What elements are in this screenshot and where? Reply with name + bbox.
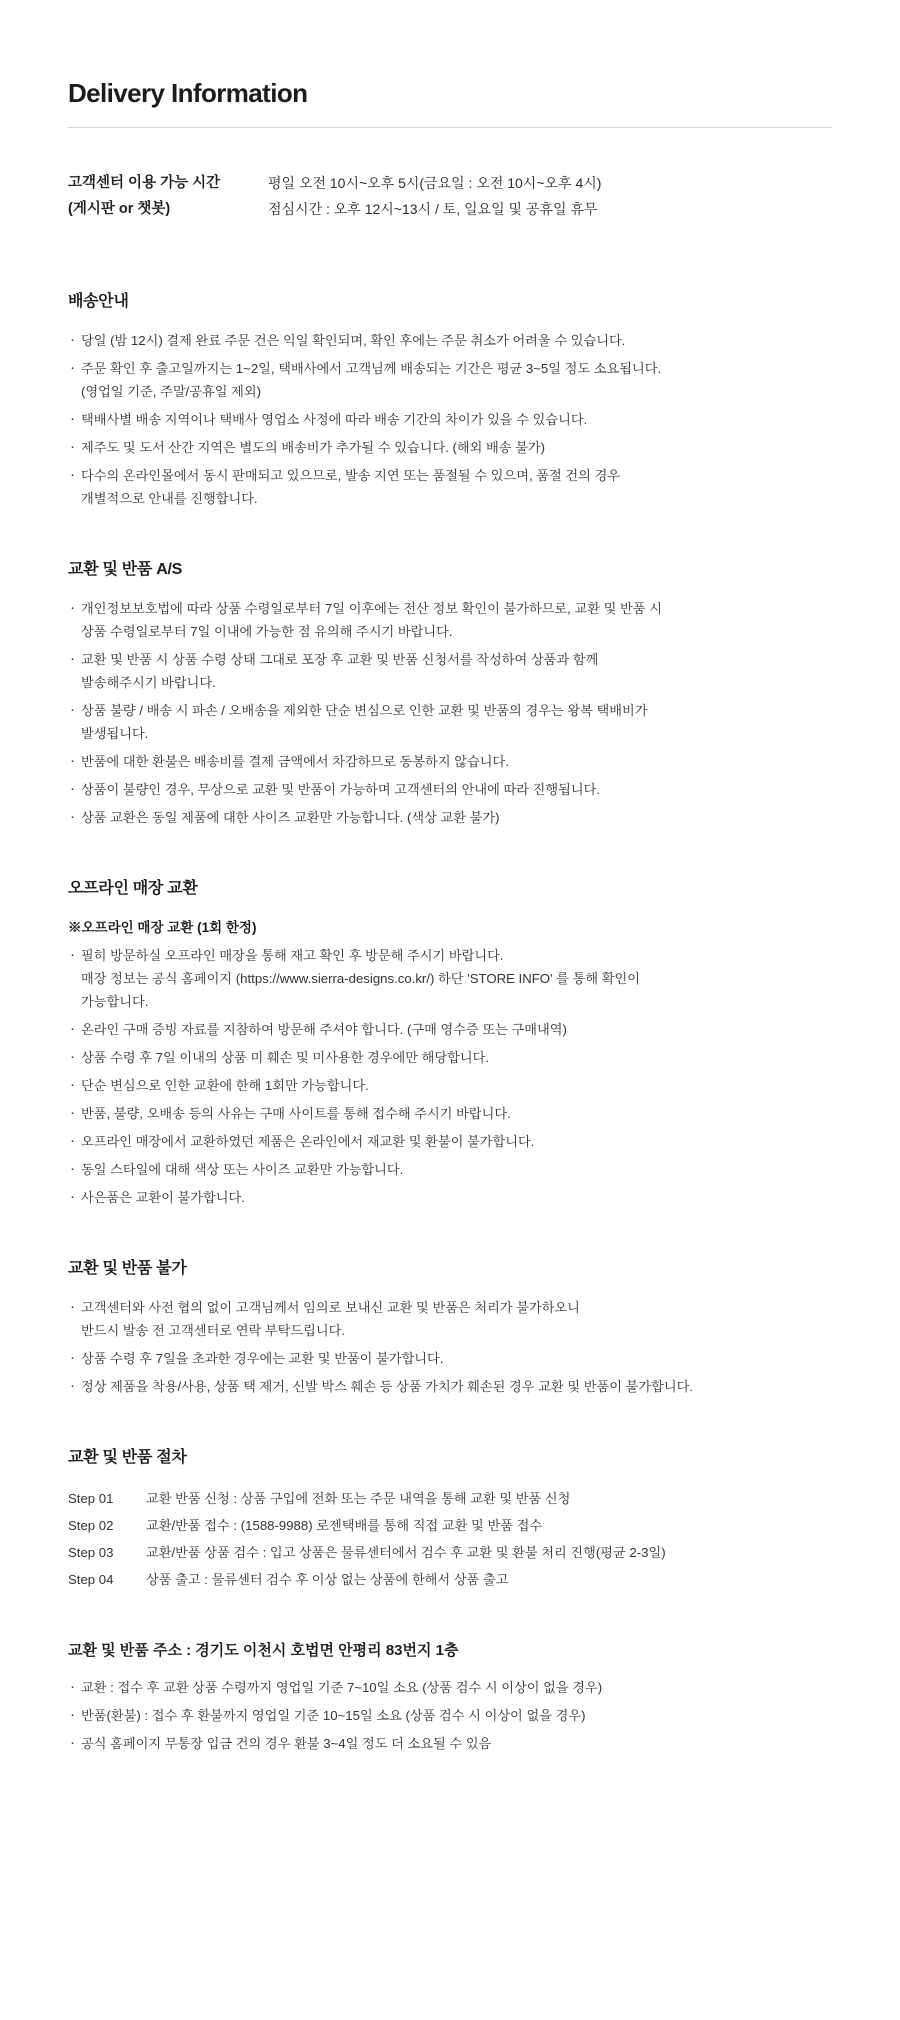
customer-center-label-line2: (게시판 or 챗봇) xyxy=(68,201,171,217)
bullet-list xyxy=(68,329,832,510)
list-item: · 반품에 대한 환불은 배송비를 결제 금액에서 차감하므로 동봉하지 않습니다. xyxy=(68,750,832,773)
list-item: · 필히 방문하실 오프라인 매장을 통해 재고 확인 후 방문해 주시기 바랍니다. 매장 정보는 공식 홈페이지 (https://www.sierra-designs.co.kr/) 하단 'STORE INFO' 를 통해 확인이 가능합니다. xyxy=(68,944,832,1013)
title-divider xyxy=(68,127,832,128)
list-item: · 반품, 불량, 오배송 등의 사유는 구매 사이트를 통해 접수해 주시기 바랍니다. xyxy=(68,1102,832,1125)
customer-center-value xyxy=(268,170,832,222)
process-steps xyxy=(68,1485,832,1593)
step-number: Step 03 xyxy=(68,1545,114,1560)
list-item: · 고객센터와 사전 협의 없이 고객님께서 임의로 보내신 교환 및 반품은 처리가 불가하오니 반드시 발송 전 고객센터로 연락 부탁드립니다. xyxy=(68,1296,832,1342)
list-item: · 제주도 및 도서 산간 지역은 별도의 배송비가 추가될 수 있습니다. (해외 배송 불가) xyxy=(68,436,832,459)
step-row xyxy=(68,1485,832,1512)
customer-center-lunch: 점심시간 : 오후 12시~13시 / 토, 일요일 및 공휴일 휴무 xyxy=(268,201,598,217)
section-heading: 교환 및 반품 절차 xyxy=(68,1449,187,1466)
section-exchange-return-as xyxy=(68,556,832,829)
list-item: · 동일 스타일에 대해 색상 또는 사이즈 교환만 가능합니다. xyxy=(68,1158,832,1181)
bullet-list xyxy=(68,1296,832,1398)
list-item: · 택배사별 배송 지역이나 택배사 영업소 사정에 따라 배송 기간의 차이가 있을 수 있습니다. xyxy=(68,408,832,431)
bullet-list xyxy=(68,597,832,829)
step-number: Step 02 xyxy=(68,1518,114,1533)
step-text: 교환 반품 신청 : 상품 구입에 전화 또는 주문 내역을 통해 교환 및 반품 신청 xyxy=(146,1491,571,1506)
step-row xyxy=(68,1512,832,1539)
step-row xyxy=(68,1539,832,1566)
list-item: · 상품 교환은 동일 제품에 대한 사이즈 교환만 가능합니다. (색상 교환 불가) xyxy=(68,806,832,829)
section-exchange-return-process xyxy=(68,1444,832,1593)
section-heading: 교환 및 반품 A/S xyxy=(68,561,182,578)
list-item: · 주문 확인 후 출고일까지는 1~2일, 택배사에서 고객님께 배송되는 기간은 평균 3~5일 정도 소요됩니다. (영업일 기준, 주말/공휴일 제외) xyxy=(68,357,832,403)
list-item: · 온라인 구매 증빙 자료를 지참하여 방문해 주셔야 합니다. (구매 영수증 또는 구매내역) xyxy=(68,1018,832,1041)
section-heading: 오프라인 매장 교환 xyxy=(68,880,198,897)
list-item: · 사은품은 교환이 불가합니다. xyxy=(68,1186,832,1209)
bullet-list xyxy=(68,1676,832,1755)
bullet-list xyxy=(68,944,832,1209)
customer-center-label xyxy=(68,170,268,222)
list-item: · 당일 (밤 12시) 결제 완료 주문 건은 익일 확인되며, 확인 후에는 주문 취소가 어려울 수 있습니다. xyxy=(68,329,832,352)
list-item: · 상품 수령 후 7일 이내의 상품 미 훼손 및 미사용한 경우에만 해당합니다. xyxy=(68,1046,832,1069)
step-text: 상품 출고 : 물류센터 검수 후 이상 없는 상품에 한해서 상품 출고 xyxy=(146,1572,509,1587)
list-item: · 상품 수령 후 7일을 초과한 경우에는 교환 및 반품이 불가합니다. xyxy=(68,1347,832,1370)
customer-center-hours: 평일 오전 10시~오후 5시(금요일 : 오전 10시~오후 4시) xyxy=(268,175,602,191)
section-exchange-return-not-allowed xyxy=(68,1255,832,1398)
list-item: · 개인정보보호법에 따라 상품 수령일로부터 7일 이후에는 전산 정보 확인이 불가하므로, 교환 및 반품 시 상품 수령일로부터 7일 이내에 가능한 점 유의해 주시기 바랍니다. xyxy=(68,597,832,643)
section-offline-store-exchange xyxy=(68,875,832,1209)
step-number: Step 01 xyxy=(68,1491,114,1506)
list-item: · 교환 : 접수 후 교환 상품 수령까지 영업일 기준 7~10일 소요 (상품 검수 시 이상이 없을 경우) xyxy=(68,1676,832,1699)
section-shipping-guide xyxy=(68,288,832,510)
step-number: Step 04 xyxy=(68,1572,114,1587)
customer-center-block xyxy=(68,170,832,222)
page-title: Delivery Information xyxy=(68,78,308,108)
section-heading: 배송안내 xyxy=(68,293,129,310)
list-item: · 다수의 온라인몰에서 동시 판매되고 있으므로, 발송 지연 또는 품절될 수 있으며, 품절 건의 경우 개별적으로 안내를 진행합니다. xyxy=(68,464,832,510)
section-return-address xyxy=(68,1639,832,1755)
section-heading: 교환 및 반품 불가 xyxy=(68,1260,187,1277)
step-text: 교환/반품 상품 검수 : 입고 상품은 물류센터에서 검수 후 교환 및 환불 처리 진행(평균 2-3일) xyxy=(146,1545,666,1560)
list-item: · 단순 변심으로 인한 교환에 한해 1회만 가능합니다. xyxy=(68,1074,832,1097)
list-item: · 공식 홈페이지 무통장 입금 건의 경우 환불 3~4일 정도 더 소요될 수 있음 xyxy=(68,1732,832,1755)
list-item: · 교환 및 반품 시 상품 수령 상태 그대로 포장 후 교환 및 반품 신청서를 작성하여 상품과 함께 발송해주시기 바랍니다. xyxy=(68,648,832,694)
customer-center-label-line1: 고객센터 이용 가능 시간 xyxy=(68,175,221,191)
return-address-heading: 교환 및 반품 주소 : 경기도 이천시 호법면 안평리 83번지 1층 xyxy=(68,1642,459,1659)
step-text: 교환/반품 접수 : (1588-9988) 로젠택배를 통해 직접 교환 및 반품 접수 xyxy=(146,1518,543,1533)
step-row xyxy=(68,1566,832,1593)
list-item: · 상품 불량 / 배송 시 파손 / 오배송을 제외한 단순 변심으로 인한 교환 및 반품의 경우는 왕복 택배비가 발생됩니다. xyxy=(68,699,832,745)
list-item: · 오프라인 매장에서 교환하였던 제품은 온라인에서 재교환 및 환불이 불가합니다. xyxy=(68,1130,832,1153)
section-subheading: ※오프라인 매장 교환 (1회 한정) xyxy=(68,920,257,935)
list-item: · 상품이 불량인 경우, 무상으로 교환 및 반품이 가능하며 고객센터의 안내에 따라 진행됩니다. xyxy=(68,778,832,801)
list-item: · 정상 제품을 착용/사용, 상품 택 제거, 신발 박스 훼손 등 상품 가치가 훼손된 경우 교환 및 반품이 불가합니다. xyxy=(68,1375,832,1398)
list-item: · 반품(환불) : 접수 후 환불까지 영업일 기준 10~15일 소요 (상품 검수 시 이상이 없을 경우) xyxy=(68,1704,832,1727)
